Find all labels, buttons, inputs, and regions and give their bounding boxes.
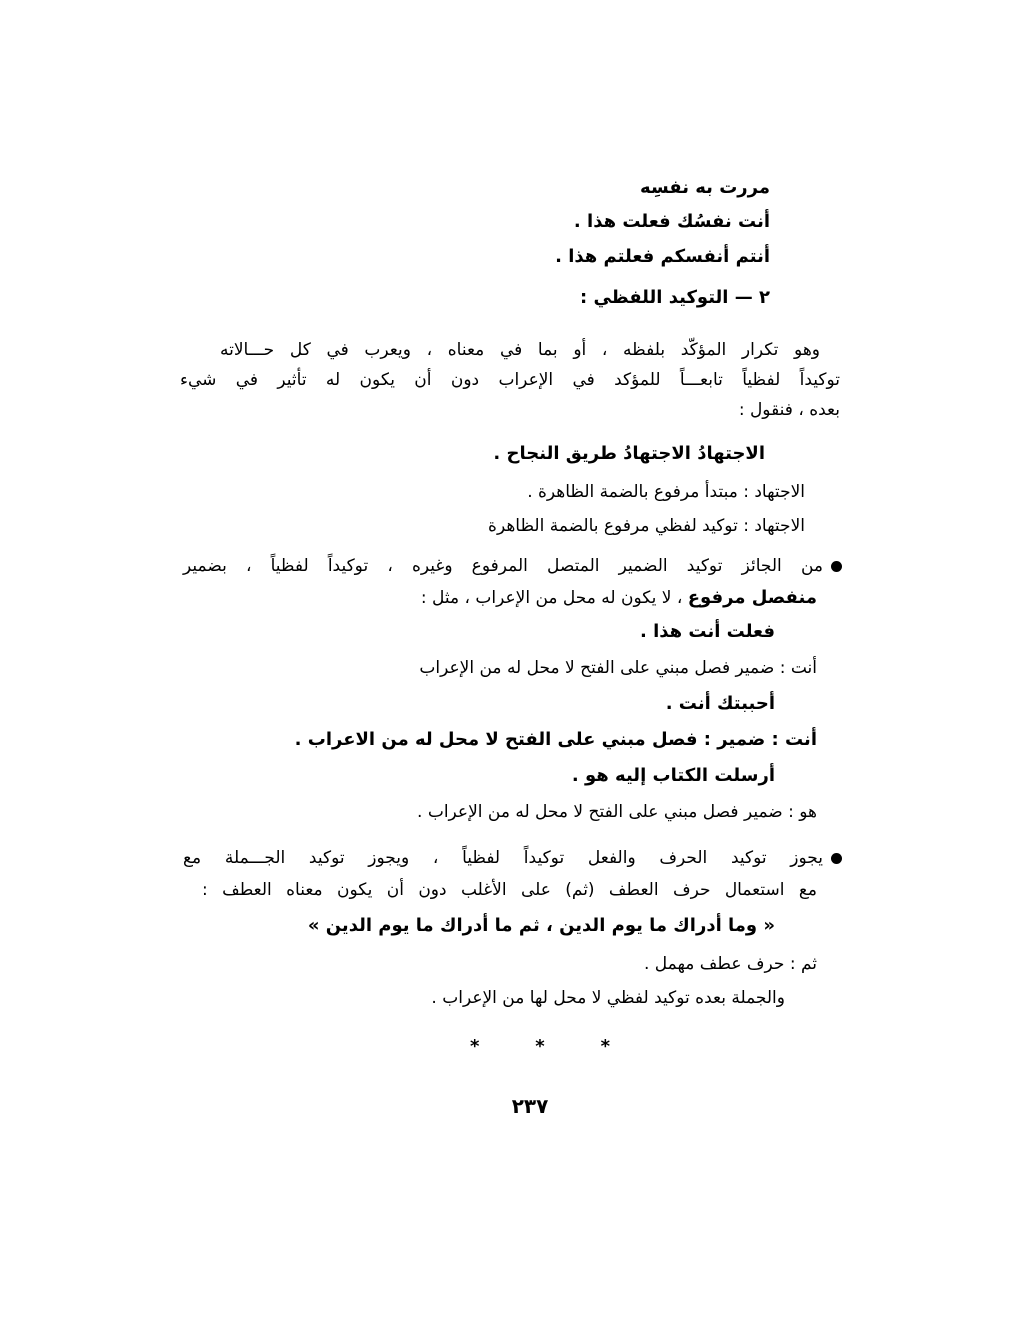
bullet-text: ، لا يكون له محل من الإعراب ، مثل : [420,588,688,608]
paragraph-text: وهو تكرار المؤكّد بلفظه ، أو بما في معناه ، ويعرب في كل حـــالاته [220,340,820,360]
bullet-dot-icon [831,561,842,572]
bullet-item [180,846,842,870]
parse-line: أنت : ضمير : فصل مبني على الفتح لا محل له من الاعراب . [294,729,817,750]
bullet-continuation [421,586,817,610]
paragraph-line: بعده ، فنقول : [738,400,840,420]
bold-term: منفصل مرفوع [687,587,817,608]
parse-line: أنت : ضمير فصل مبني على الفتح لا محل له من الإعراب [419,658,817,678]
star-icon: * [535,1036,545,1057]
section-separator [470,1036,610,1057]
paragraph-line [200,338,820,362]
section-heading: ٢ — التوكيد اللفظي : [579,287,770,308]
bullet-text: من الجائز توكيد الضمير المتصل المرفوع وغيره ، توكيداً لفظياً ، بضمير [183,556,823,576]
quran-example: « وما أدراك ما يوم الدين ، ثم ما أدراك ما يوم الدين » [307,915,775,936]
parse-line: والجملة بعده توكيد لفظي لا محل لها من الإعراب . [431,988,785,1008]
example-sentence: الاجتهادُ الاجتهادُ طريق النجاح . [493,443,765,464]
example-sentence: أرسلت الكتاب إليه هو . [571,765,775,786]
bullet-item [180,554,842,578]
paragraph-text: توكيداً لفظياً تابعـــاً للمؤكد في الإعراب دون أن يكون له تأثير في شيء [180,370,840,390]
bullet-dot-icon [831,853,842,864]
parse-line: الاجتهاد : توكيد لفظي مرفوع بالضمة الظاهرة [488,516,805,536]
bullet-text: يجوز توكيد الحرف والفعل توكيداً لفظياً ، ويجوز توكيد الجـــملة مع [183,848,823,868]
bullet-text: مع استعمال حرف العطف (ثم) على الأغلب دون أن يكون معناه العطف : [202,880,817,900]
example-sentence: أحببتك أنت . [665,693,775,714]
page-number: ٢٣٧ [511,1094,549,1118]
example-line: مررت به نفسِه [640,177,770,198]
paragraph-line [180,368,840,392]
example-sentence: فعلت أنت هذا . [639,621,775,642]
star-icon: * [600,1036,610,1057]
example-line: أنتم أنفسكم فعلتم هذا . [555,246,770,267]
parse-line: ثم : حرف عطف مهمل . [643,954,817,974]
parse-line: هو : ضمير فصل مبني على الفتح لا محل له من الإعراب . [417,802,817,822]
bullet-continuation [180,878,817,902]
example-line: أنت نفسُك فعلت هذا . [573,211,770,232]
parse-line: الاجتهاد : مبتدأ مرفوع بالضمة الظاهرة . [527,482,805,502]
star-icon: * [470,1036,480,1057]
